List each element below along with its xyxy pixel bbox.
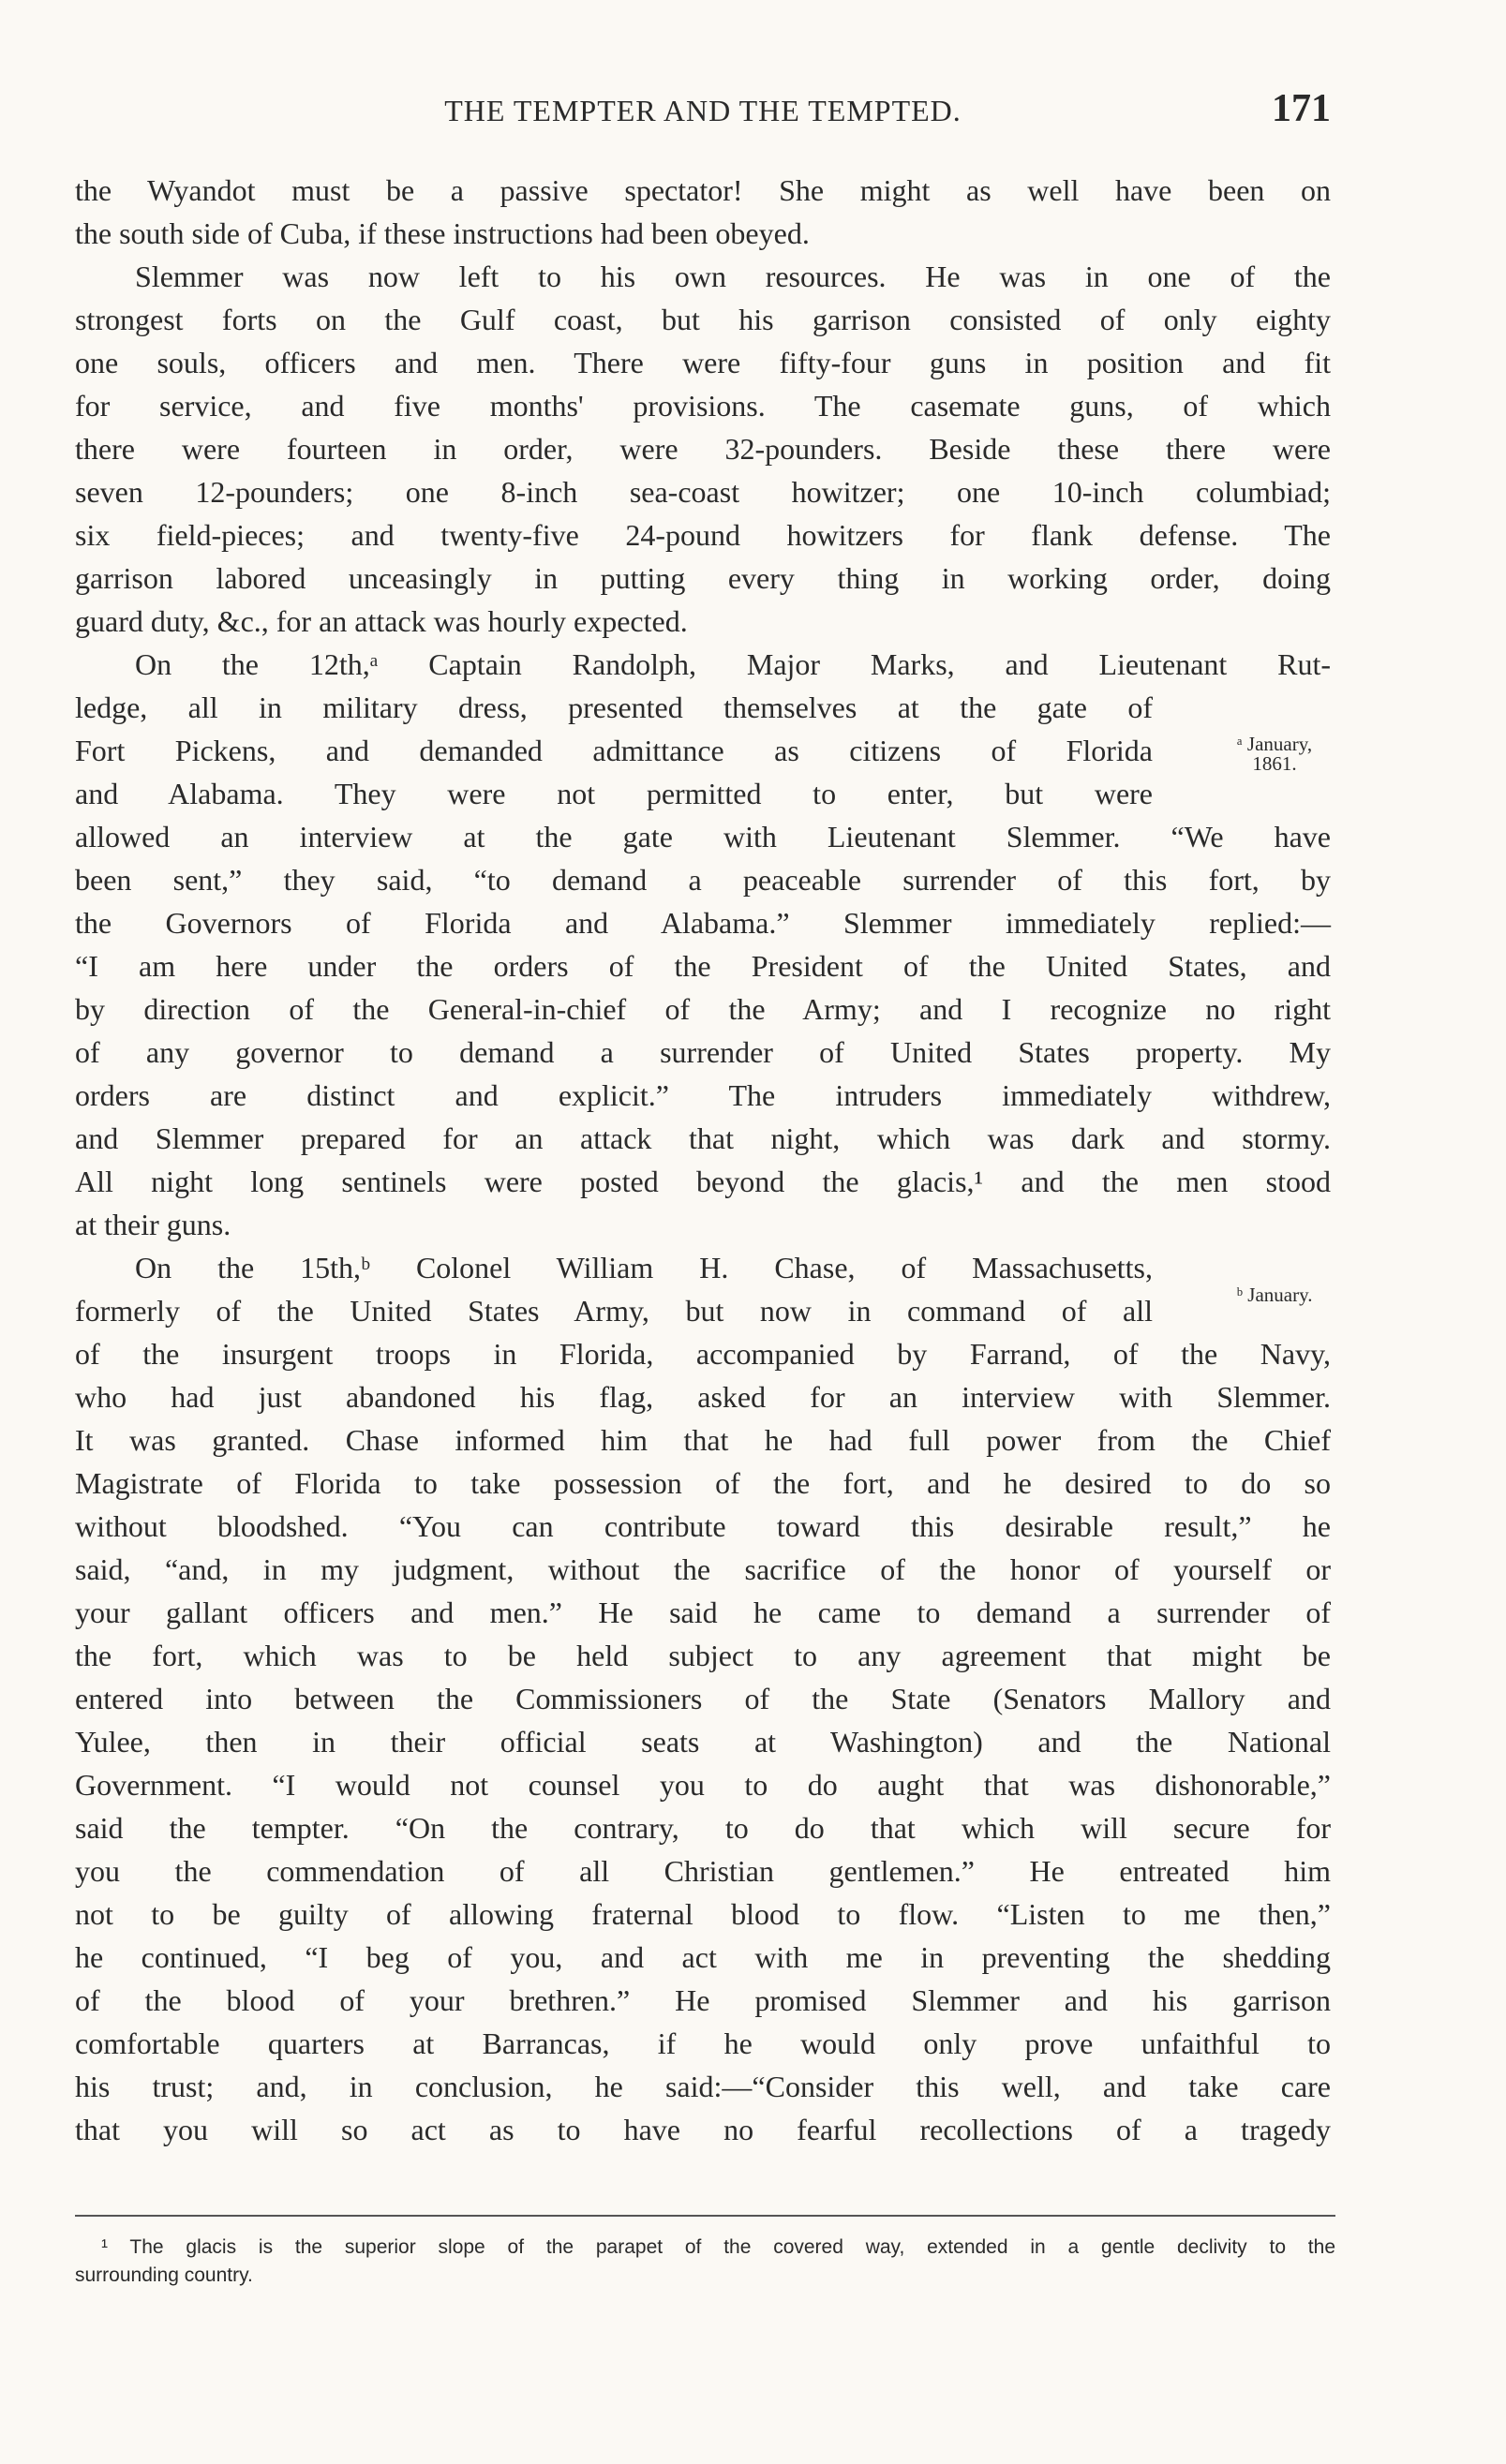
text-line: one souls, officers and men. There were fifty-four guns in position and fit — [75, 346, 1331, 379]
text-line: the south side of Cuba, if these instructions had been obeyed. — [75, 216, 810, 250]
text-line: without bloodshed. “You can contribute toward this desirable result,” he — [75, 1509, 1331, 1543]
text-line: the fort, which was to be held subject to any agreement that might be — [75, 1639, 1331, 1672]
text-line: Government. “I would not counsel you to do aught that was dishonorable,” — [75, 1768, 1331, 1802]
text-line: said, “and, in my judgment, without the sacrifice of the honor of yourself or — [75, 1552, 1331, 1586]
text-line: allowed an interview at the gate with Lieutenant Slemmer. “We have — [75, 820, 1331, 853]
margin-note-january: ᵇ January. — [1236, 1284, 1313, 1306]
text-line: strongest forts on the Gulf coast, but his garrison consisted of only eighty — [75, 303, 1331, 336]
text-line: comfortable quarters at Barrancas, if he would only prove unfaithful to — [75, 2026, 1331, 2060]
margin-note-date: ᵃ January, — [1236, 733, 1313, 755]
text-line: by direction of the General-in-chief of the Army; and I recognize no right — [75, 992, 1331, 1026]
text-line: garrison labored unceasingly in putting every thing in working order, doing — [75, 561, 1331, 595]
text-line: the Governors of Florida and Alabama.” Slemmer immediately replied:— — [75, 906, 1331, 940]
text-line: and Alabama. They were not permitted to enter, but were — [75, 777, 1153, 810]
text-line: “I am here under the orders of the President of the United States, and — [75, 949, 1331, 983]
text-line: Fort Pickens, and demanded admittance as citizens of Florida — [75, 734, 1153, 767]
text-line: Yulee, then in their official seats at Washington) and the National — [75, 1725, 1331, 1759]
footnote — [75, 2234, 1335, 2290]
text-line: there were fourteen in order, were 32-pounders. Beside these there were — [75, 432, 1331, 466]
text-line: for service, and five months' provisions. The casemate guns, of which — [75, 389, 1331, 423]
page-number: 171 — [1272, 87, 1331, 130]
text-line: All night long sentinels were posted beyond the glacis,¹ and the men stood — [75, 1165, 1331, 1198]
text-line: seven 12-pounders; one 8-inch sea-coast howitzer; one 10-inch columbiad; — [75, 475, 1331, 509]
text-line: his trust; and, in conclusion, he said:—“Consider this well, and take care — [75, 2070, 1331, 2103]
page-header — [75, 86, 1331, 139]
margin-note-year: 1861. — [1252, 752, 1297, 775]
text-line: your gallant officers and men.” He said he came to demand a surrender of — [75, 1596, 1331, 1629]
text-line: On the 12th,ᵃ Captain Randolph, Major Marks, and Lieutenant Rut- — [135, 647, 1331, 681]
text-line: formerly of the United States Army, but now in command of all — [75, 1294, 1153, 1328]
margin-note-january-1861 — [1218, 735, 1331, 774]
text-line: entered into between the Commissioners of the State (Senators Mallory and — [75, 1682, 1331, 1715]
text-line: of the blood of your brethren.” He promised Slemmer and his garrison — [75, 1983, 1331, 2017]
footnote-divider — [75, 2215, 1335, 2217]
text-line: been sent,” they said, “to demand a peaceable surrender of this fort, by — [75, 863, 1331, 897]
body-text — [75, 169, 1331, 2151]
footnote-line: ¹ The glacis is the superior slope of the parapet of the covered way, extended in a gentle declivity to the — [101, 2236, 1335, 2258]
footnote-line: surrounding country. — [75, 2264, 253, 2286]
text-line: Magistrate of Florida to take possession of the fort, and he desired to do so — [75, 1466, 1331, 1500]
text-line: ledge, all in military dress, presented themselves at the gate of — [75, 690, 1153, 724]
text-line: Slemmer was now left to his own resources. He was in one of the — [135, 260, 1331, 293]
text-line: orders are distinct and explicit.” The intruders immediately withdrew, — [75, 1078, 1331, 1112]
text-line: said the tempter. “On the contrary, to do that which will secure for — [75, 1811, 1331, 1845]
text-line: six field-pieces; and twenty-five 24-pound howitzers for flank defense. The — [75, 518, 1331, 552]
text-line: It was granted. Chase informed him that he had full power from the Chief — [75, 1423, 1331, 1457]
text-line: who had just abandoned his flag, asked for an interview with Slemmer. — [75, 1380, 1331, 1414]
text-line: of the insurgent troops in Florida, accompanied by Farrand, of the Navy, — [75, 1337, 1331, 1371]
text-line: of any governor to demand a surrender of United States property. My — [75, 1035, 1331, 1069]
text-line: not to be guilty of allowing fraternal blood to flow. “Listen to me then,” — [75, 1897, 1331, 1931]
text-line: you the commendation of all Christian gentlemen.” He entreated him — [75, 1854, 1331, 1888]
text-line: that you will so act as to have no fearful recollections of a tragedy — [75, 2113, 1331, 2146]
running-title: THE TEMPTER AND THE TEMPTED. — [444, 94, 962, 127]
text-line: the Wyandot must be a passive spectator! She might as well have been on — [75, 173, 1331, 207]
text-line: On the 15th,ᵇ Colonel William H. Chase, of Massachusetts, — [135, 1251, 1153, 1284]
text-line: guard duty, &c., for an attack was hourly expected. — [75, 604, 688, 638]
text-line: and Slemmer prepared for an attack that night, which was dark and stormy. — [75, 1121, 1331, 1155]
text-line: he continued, “I beg of you, and act with me in preventing the shedding — [75, 1940, 1331, 1974]
text-line: at their guns. — [75, 1208, 231, 1241]
